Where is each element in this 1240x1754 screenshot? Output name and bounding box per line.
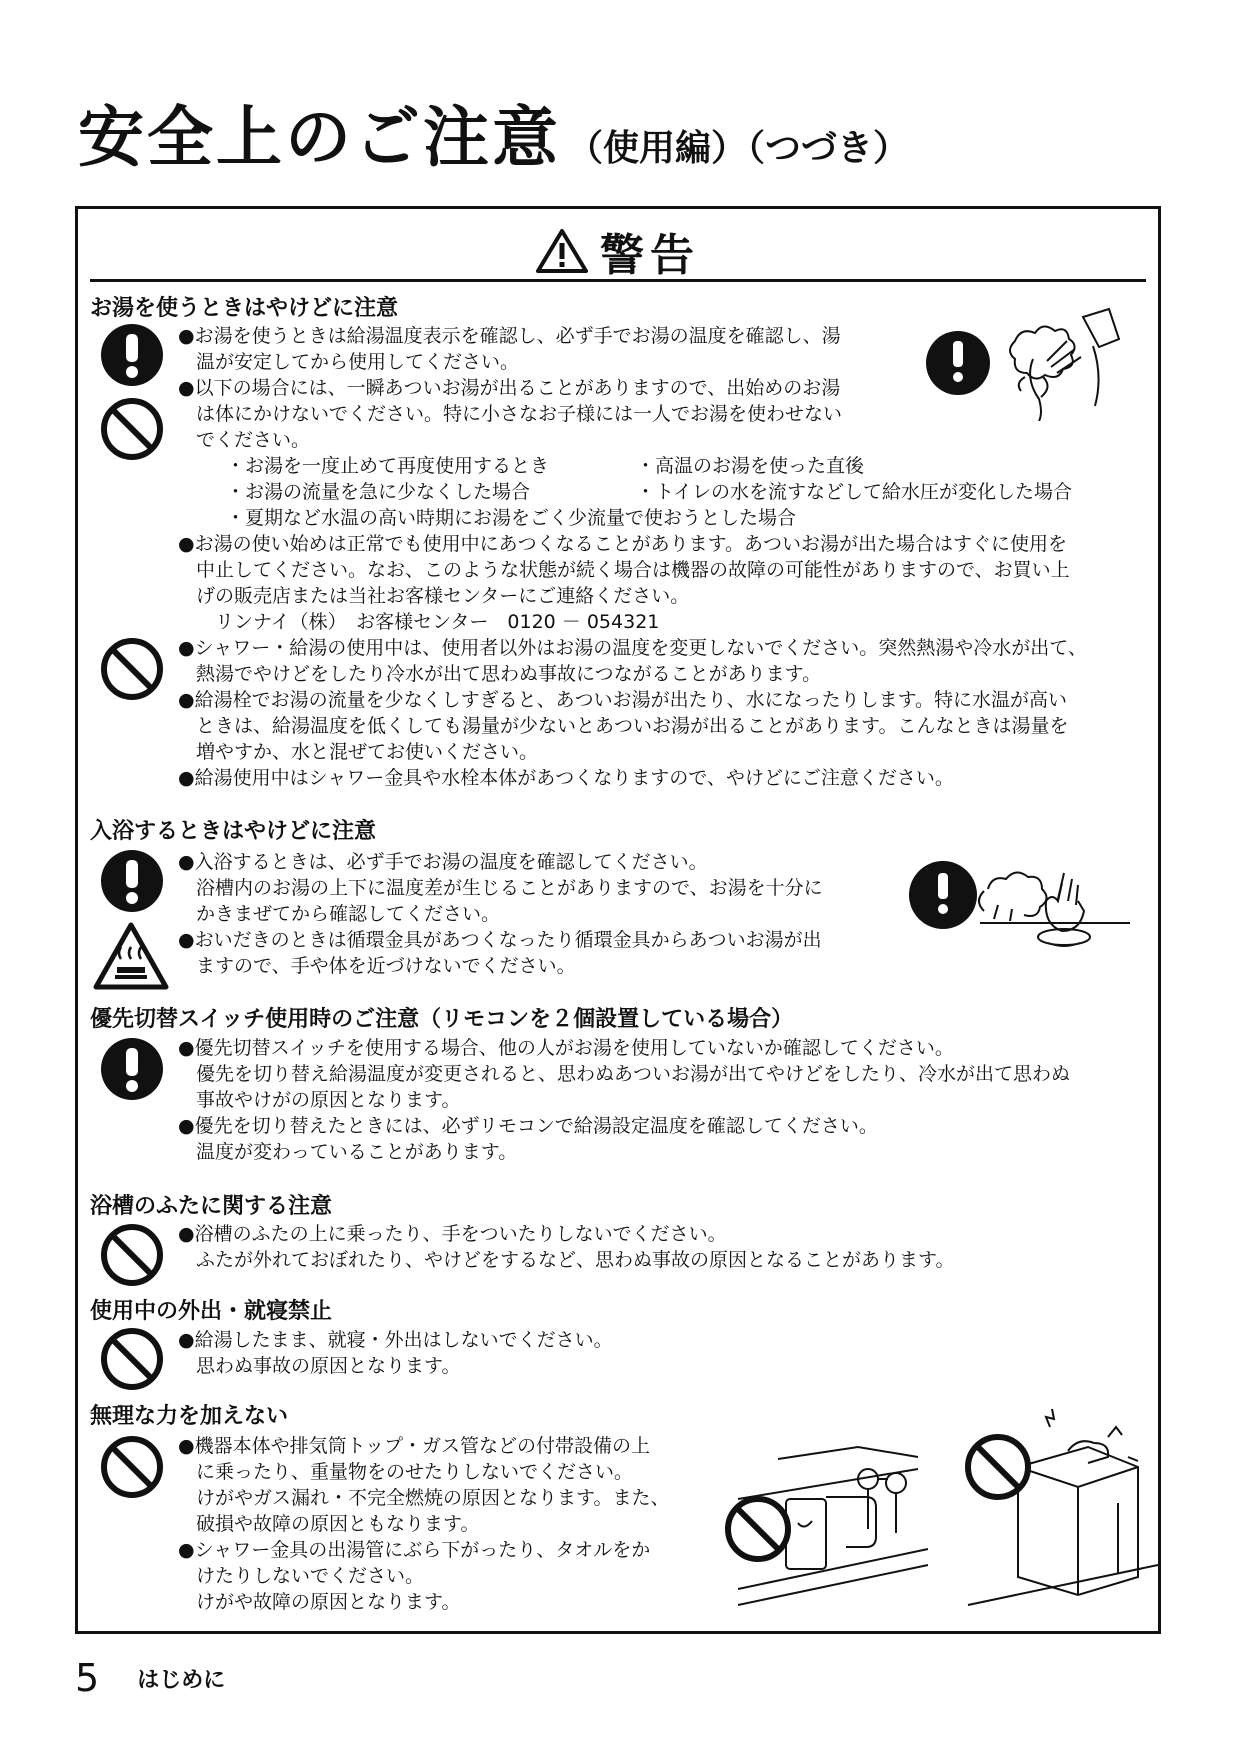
exclamation-mandatory-icon (100, 1037, 164, 1101)
standing-on-unit-illustration (958, 1407, 1158, 1607)
section-title-no-force: 無理な力を加えない (90, 1404, 289, 1429)
page-title (78, 84, 909, 179)
section-title-no-sleeping: 使用中の外出・就寝禁止 (90, 1299, 333, 1324)
hot-surface-caution-icon (93, 921, 169, 991)
no-sleeping-caution-text: ●給湯したまま、就寝・外出はしないでください。 思わぬ事故の原因となります。 (178, 1329, 613, 1377)
shower-hand-illustration (923, 301, 1123, 421)
towel-on-faucet-illustration (718, 1439, 938, 1609)
prohibition-icon (100, 1223, 164, 1287)
page-number: 5 (75, 1656, 100, 1700)
bathing-caution-text: ●入浴するときは、必ず手でお湯の温度を確認してください。 浴槽内のお湯の上下に温度差が生じることがありますので、お湯を十分に かきまぜてから確認してください。 ●おいだきのときは循環金具があつくなったり循環金具からあついお湯が出 ますので、手や体を近づけないでください。 (178, 851, 823, 977)
exclamation-mandatory-icon (100, 323, 164, 387)
hot-water-caution-text-c: ●シャワー・給湯の使用中は、使用者以外はお湯の温度を変更しないでください。突然熱湯や冷水が出て、 熱湯でやけどをしたり冷水が出て思わぬ事故につながることがあります。 ●給湯栓でお湯の流量を少なくしすぎると、あついお湯が出たり、水になったりします。特に水温が高い ときは、給湯温度を低くしても湯量が少ないとあついお湯が出ることがあります。こんなときは湯量を 増やすか、水と混ぜてお使いください。 ●給湯使用中はシャワー金具や水栓本体があつくなりますので、やけどにご注意ください。 (178, 637, 1087, 789)
hot-water-case-list: ・お湯を一度止めて再度使用するとき ・高温のお湯を使った直後 ・お湯の流量を急に少なくした場合 ・トイレの水を流すなどして給水圧が変化した場合 ・夏期など水温の高い時期にお湯をごく少流量で使おうとした場合 (226, 455, 1073, 529)
prohibition-icon (100, 1327, 164, 1391)
section-title-priority-switch: 優先切替スイッチ使用時のご注意（リモコンを２個設置している場合） (90, 1007, 794, 1032)
bath-lid-caution-text: ●浴槽のふたの上に乗ったり、手をついたりしないでください。 ふたが外れておぼれたり、やけどをするなど、思わぬ事故の原因となることがあります。 (178, 1223, 955, 1271)
footer-section-name: はじめに (137, 1667, 226, 1693)
page-footer (75, 1656, 225, 1700)
prohibition-icon (100, 397, 164, 461)
warning-divider (90, 279, 1146, 282)
hot-water-caution-text-a: ●お湯を使うときは給湯温度表示を確認し、必ず手でお湯の温度を確認し、湯 温が安定してから使用してください。 ●以下の場合には、一瞬あついお湯が出ることがありますので、出始めのお湯 は体にかけないでください。特に小さなお子様には一人でお湯を使わせない でください。 (178, 325, 843, 451)
warning-heading (78, 219, 1158, 281)
bath-hand-illustration (908, 839, 1138, 959)
warning-heading-label: 警告 (600, 230, 700, 281)
section-title-hot-water: お湯を使うときはやけどに注意 (90, 296, 399, 321)
section-title-bath-lid: 浴槽のふたに関する注意 (90, 1194, 333, 1219)
warning-triangle-icon (536, 228, 588, 274)
priority-switch-caution-text: ●優先切替スイッチを使用する場合、他の人がお湯を使用していないか確認してください。 優先を切り替え給湯温度が変更されると、思わぬあついお湯が出てやけどをしたり、冷水が出て思わぬ 事故やけがの原因となります。 ●優先を切り替えたときには、必ずリモコンで給湯設定温度を確認してください。 温度が変わっていることがあります。 (178, 1037, 1071, 1163)
exclamation-mandatory-icon (100, 849, 164, 913)
no-force-caution-text: ●機器本体や排気筒トップ・ガス管などの付帯設備の上 に乗ったり、重量物をのせたりしないでください。 けがやガス漏れ・不完全燃焼の原因となります。また、 破損や故障の原因ともなります。 ●シャワー金具の出湯管にぶら下がったり、タオルをか けたりしないでください。 けがや故障の原因となります。 (178, 1435, 670, 1613)
prohibition-icon (100, 637, 164, 701)
prohibition-icon (100, 1435, 164, 1499)
warning-frame (75, 206, 1161, 1634)
section-title-bathing: 入浴するときはやけどに注意 (90, 819, 377, 844)
hot-water-caution-text-b: ●お湯の使い始めは正常でも使用中にあつくなることがあります。あついお湯が出た場合はすぐに使用を 中止してください。なお、このような状態が続く場合は機器の故障の可能性がありますので、お買い上 げの販売店または当社お客様センターにご連絡ください。 リンナイ（株） お客様センター 0120 － 054321 (178, 533, 1070, 633)
page-title-main: 安全上のご注意 (78, 99, 561, 176)
page-title-sub: （使用編）（つづき） (567, 128, 910, 169)
